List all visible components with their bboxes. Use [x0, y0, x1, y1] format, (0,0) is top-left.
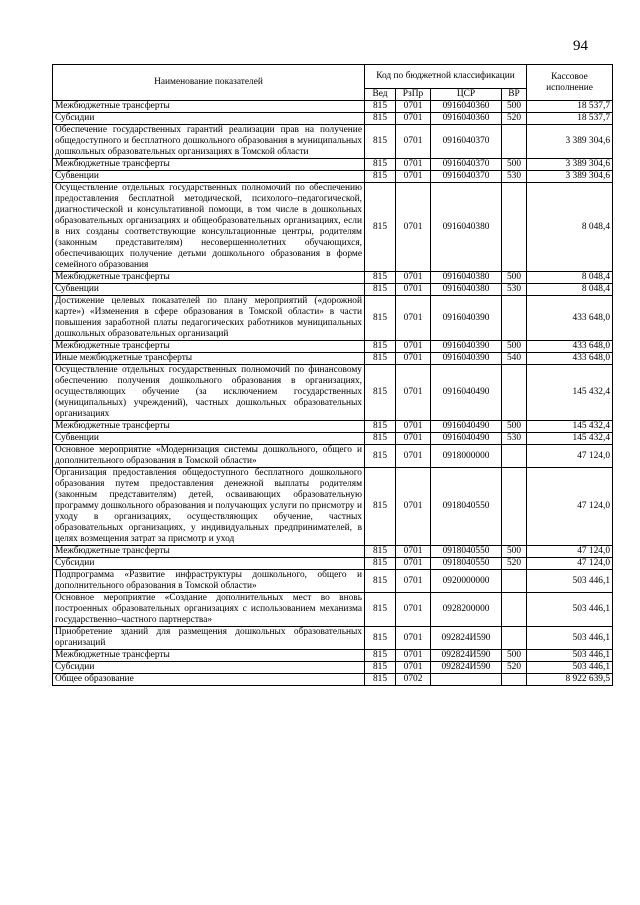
cell-csr: [431, 674, 502, 686]
cell-name: Осуществление отдельных государственных полномочий по обеспечению предоставления бесплатной методической, психолого–педагогической, диагностической и консультативной помощи, в том числе в дошкольных образовательных организациях и общеобразовательных организациях, если в них созданы соответствующие консультационные центры, родителям (законным представителям) несовершеннолетних обучающихся, обеспечивающих получение детьми дошкольного образования в форме семейного образования: [53, 183, 365, 272]
header-ved: Вед: [365, 89, 396, 101]
cell-name: Межбюджетные трансферты: [53, 650, 365, 662]
cell-csr: 0918040550: [431, 468, 502, 546]
cell-ved: 815: [365, 674, 396, 686]
table-row: [53, 353, 613, 365]
table-row: [53, 445, 613, 468]
cell-ved: 815: [365, 284, 396, 296]
cell-rzpr: 0701: [396, 421, 431, 433]
cell-vr: 520: [502, 558, 527, 570]
cell-name: Общее образование: [53, 674, 365, 686]
cell-ved: 815: [365, 125, 396, 159]
cell-vr: [502, 593, 527, 627]
cell-vr: [502, 296, 527, 341]
table-row: [53, 593, 613, 627]
cell-vr: [502, 125, 527, 159]
cell-amount: 8 048,4: [527, 272, 613, 284]
cell-ved: 815: [365, 558, 396, 570]
cell-csr: 0916040490: [431, 433, 502, 445]
cell-vr: [502, 183, 527, 272]
cell-amount: 8 048,4: [527, 284, 613, 296]
cell-ved: 815: [365, 296, 396, 341]
cell-vr: [502, 468, 527, 546]
cell-csr: 092824И590: [431, 650, 502, 662]
cell-amount: 8 922 639,5: [527, 674, 613, 686]
cell-csr: 0916040360: [431, 113, 502, 125]
header-csr: ЦСР: [431, 89, 502, 101]
cell-ved: 815: [365, 101, 396, 113]
cell-amount: 18 537,7: [527, 113, 613, 125]
cell-amount: 433 648,0: [527, 353, 613, 365]
cell-ved: 815: [365, 171, 396, 183]
cell-name: Приобретение зданий для размещения дошкольных образовательных организаций: [53, 627, 365, 650]
cell-rzpr: 0701: [396, 558, 431, 570]
cell-rzpr: 0701: [396, 183, 431, 272]
cell-amount: 503 446,1: [527, 662, 613, 674]
cell-ved: 815: [365, 272, 396, 284]
cell-rzpr: 0702: [396, 674, 431, 686]
cell-ved: 815: [365, 433, 396, 445]
cell-name: Иные межбюджетные трансферты: [53, 353, 365, 365]
cell-ved: 815: [365, 365, 396, 421]
cell-name: Осуществление отдельных государственных полномочий по финансовому обеспечению получения дошкольного образования в организациях, осуществляющих обучение (за исключением государственных (муниципальных) учреждений), частных дошкольных образовательных организациях: [53, 365, 365, 421]
cell-amount: 145 432,4: [527, 421, 613, 433]
cell-rzpr: 0701: [396, 627, 431, 650]
cell-csr: 0918040550: [431, 546, 502, 558]
cell-vr: 500: [502, 341, 527, 353]
table-row: [53, 171, 613, 183]
cell-name: Субсидии: [53, 113, 365, 125]
cell-amount: 3 389 304,6: [527, 171, 613, 183]
cell-ved: 815: [365, 593, 396, 627]
cell-name: Субвенции: [53, 171, 365, 183]
cell-vr: [502, 674, 527, 686]
cell-rzpr: 0701: [396, 125, 431, 159]
table-row: [53, 113, 613, 125]
table-row: [53, 650, 613, 662]
cell-ved: 815: [365, 662, 396, 674]
cell-name: Организация предоставления общедоступного бесплатного дошкольного образования путем предоставления денежной выплаты родителям (законным представителям) детей, осваивающих образовательную программу дошкольного образования и получающих услуги по присмотру и уходу в организациях, осуществляющих обучение, частных образовательных организациях, у индивидуальных предпринимателей, в целях возмещения затрат за присмотр и уход: [53, 468, 365, 546]
cell-amount: 47 124,0: [527, 546, 613, 558]
cell-name: Межбюджетные трансферты: [53, 421, 365, 433]
cell-name: Субвенции: [53, 284, 365, 296]
cell-csr: 0928200000: [431, 593, 502, 627]
cell-rzpr: 0701: [396, 272, 431, 284]
cell-rzpr: 0701: [396, 468, 431, 546]
cell-rzpr: 0701: [396, 365, 431, 421]
table-row: [53, 101, 613, 113]
table-row: [53, 272, 613, 284]
cell-name: Межбюджетные трансферты: [53, 546, 365, 558]
cell-ved: 815: [365, 113, 396, 125]
cell-vr: 520: [502, 113, 527, 125]
cell-name: Достижение целевых показателей по плану мероприятий («дорожной карте») «Изменения в сфере образования в Томской области» в части повышения заработной платы педагогических работников муниципальных дошкольных образовательных организаций: [53, 296, 365, 341]
cell-vr: 530: [502, 171, 527, 183]
cell-ved: 815: [365, 445, 396, 468]
cell-rzpr: 0701: [396, 353, 431, 365]
cell-name: Межбюджетные трансферты: [53, 159, 365, 171]
cell-rzpr: 0701: [396, 445, 431, 468]
cell-rzpr: 0701: [396, 570, 431, 593]
cell-rzpr: 0701: [396, 171, 431, 183]
header-code-group: Код по бюджетной классификации: [365, 65, 527, 89]
table-row: [53, 662, 613, 674]
cell-csr: 0916040380: [431, 272, 502, 284]
table-row: [53, 159, 613, 171]
table-row: [53, 341, 613, 353]
cell-vr: 540: [502, 353, 527, 365]
cell-vr: 500: [502, 650, 527, 662]
cell-amount: 503 446,1: [527, 650, 613, 662]
cell-name: Обеспечение государственных гарантий реализации прав на получение общедоступного и бесплатного дошкольного образования в муниципальных дошкольных образовательных организациях в Томской области: [53, 125, 365, 159]
cell-rzpr: 0701: [396, 662, 431, 674]
cell-csr: 0916040490: [431, 365, 502, 421]
header-rzpr: РзПр: [396, 89, 431, 101]
cell-csr: 0916040370: [431, 171, 502, 183]
cell-vr: [502, 365, 527, 421]
cell-ved: 815: [365, 546, 396, 558]
table-row: [53, 546, 613, 558]
cell-csr: 0916040380: [431, 183, 502, 272]
cell-csr: 092824И590: [431, 627, 502, 650]
cell-amount: 18 537,7: [527, 101, 613, 113]
cell-csr: 0920000000: [431, 570, 502, 593]
cell-vr: [502, 627, 527, 650]
cell-rzpr: 0701: [396, 284, 431, 296]
table-row: [53, 125, 613, 159]
header-cash-execution: Кассовое исполнение: [527, 65, 613, 101]
cell-ved: 815: [365, 341, 396, 353]
cell-vr: 500: [502, 159, 527, 171]
cell-amount: 3 389 304,6: [527, 159, 613, 171]
cell-vr: 500: [502, 272, 527, 284]
header-vr: ВР: [502, 89, 527, 101]
table-row: [53, 183, 613, 272]
cell-name: Основное мероприятие «Модернизация системы дошкольного, общего и дополнительного образования в Томской области»: [53, 445, 365, 468]
cell-ved: 815: [365, 159, 396, 171]
cell-name: Межбюджетные трансферты: [53, 272, 365, 284]
cell-csr: 0918040550: [431, 558, 502, 570]
cell-vr: 520: [502, 662, 527, 674]
table-row: [53, 421, 613, 433]
cell-ved: 815: [365, 468, 396, 546]
cell-amount: 503 446,1: [527, 570, 613, 593]
cell-vr: 500: [502, 101, 527, 113]
cell-csr: 0916040370: [431, 125, 502, 159]
table-row: [53, 674, 613, 686]
cell-rzpr: 0701: [396, 296, 431, 341]
cell-amount: 503 446,1: [527, 627, 613, 650]
cell-amount: 145 432,4: [527, 365, 613, 421]
cell-vr: 530: [502, 433, 527, 445]
cell-amount: 8 048,4: [527, 183, 613, 272]
cell-csr: 0916040390: [431, 353, 502, 365]
cell-rzpr: 0701: [396, 101, 431, 113]
table-row: [53, 570, 613, 593]
cell-csr: 0916040380: [431, 284, 502, 296]
cell-rzpr: 0701: [396, 546, 431, 558]
cell-name: Межбюджетные трансферты: [53, 101, 365, 113]
cell-csr: 0916040370: [431, 159, 502, 171]
cell-name: Субвенции: [53, 433, 365, 445]
cell-amount: 3 389 304,6: [527, 125, 613, 159]
cell-name: Субсидии: [53, 558, 365, 570]
table-row: [53, 296, 613, 341]
table-row: [53, 627, 613, 650]
cell-rzpr: 0701: [396, 593, 431, 627]
cell-rzpr: 0701: [396, 113, 431, 125]
cell-ved: 815: [365, 650, 396, 662]
cell-ved: 815: [365, 183, 396, 272]
table-row: [53, 365, 613, 421]
cell-rzpr: 0701: [396, 159, 431, 171]
cell-csr: 0916040360: [431, 101, 502, 113]
cell-csr: 0916040390: [431, 296, 502, 341]
cell-name: Подпрограмма «Развитие инфраструктуры дошкольного, общего и дополнительного образования в Томской области»: [53, 570, 365, 593]
cell-name: Основное мероприятие «Создание дополнительных мест во вновь построенных образовательных организациях с использованием механизма государственно–частного партнерства»: [53, 593, 365, 627]
table-row: [53, 558, 613, 570]
cell-ved: 815: [365, 421, 396, 433]
cell-csr: 0916040390: [431, 341, 502, 353]
cell-name: Субсидии: [53, 662, 365, 674]
cell-vr: [502, 445, 527, 468]
cell-vr: 500: [502, 421, 527, 433]
cell-rzpr: 0701: [396, 650, 431, 662]
cell-csr: 092824И590: [431, 662, 502, 674]
cell-ved: 815: [365, 353, 396, 365]
budget-execution-table: [52, 64, 613, 686]
cell-ved: 815: [365, 570, 396, 593]
cell-amount: 145 432,4: [527, 433, 613, 445]
cell-amount: 47 124,0: [527, 558, 613, 570]
cell-amount: 433 648,0: [527, 341, 613, 353]
cell-amount: 433 648,0: [527, 296, 613, 341]
cell-amount: 503 446,1: [527, 593, 613, 627]
cell-csr: 0916040490: [431, 421, 502, 433]
page-number: 94: [573, 38, 588, 54]
cell-csr: 0918000000: [431, 445, 502, 468]
table-row: [53, 284, 613, 296]
cell-rzpr: 0701: [396, 433, 431, 445]
table-row: [53, 468, 613, 546]
cell-name: Межбюджетные трансферты: [53, 341, 365, 353]
cell-ved: 815: [365, 627, 396, 650]
cell-rzpr: 0701: [396, 341, 431, 353]
cell-amount: 47 124,0: [527, 445, 613, 468]
cell-vr: [502, 570, 527, 593]
header-name: Наименование показателей: [53, 65, 365, 101]
cell-amount: 47 124,0: [527, 468, 613, 546]
cell-vr: 530: [502, 284, 527, 296]
cell-vr: 500: [502, 546, 527, 558]
table-row: [53, 433, 613, 445]
